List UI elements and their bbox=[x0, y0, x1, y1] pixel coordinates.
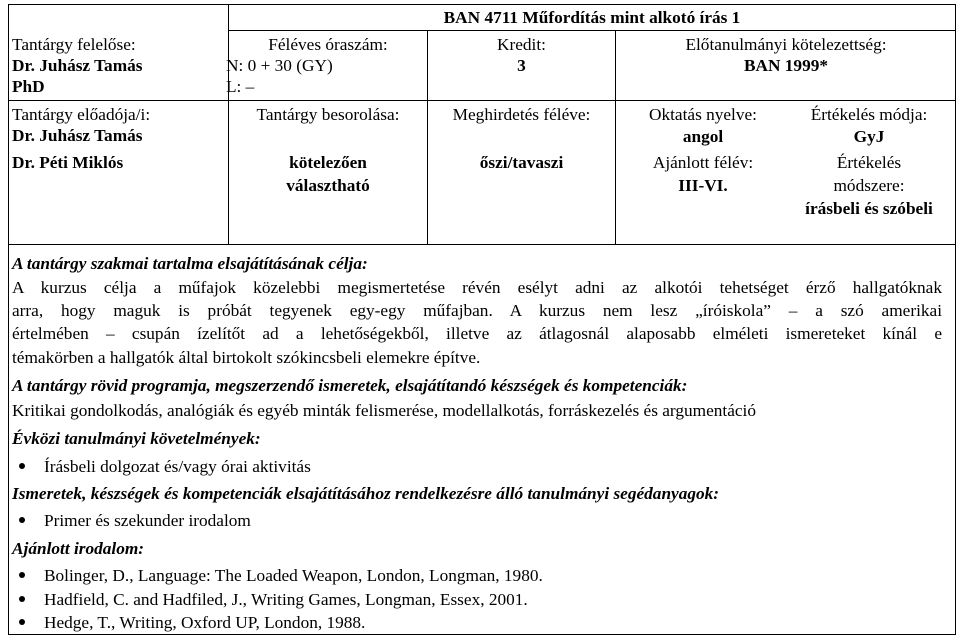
literature-heading: Ajánlott irodalom: bbox=[12, 539, 145, 558]
row-divider bbox=[8, 100, 956, 101]
classification-value-2: választható bbox=[286, 176, 370, 195]
goal-line: arra, hogy maguk is próbát tegyenek egy-egy műfajban. A kurzus nem lesz „íróiskola” – a szó amerikai bbox=[12, 301, 942, 320]
goal-line: értelmében – csupán ízelítőt ad a lehetőségekből, illetve az átlagosnál alaposabb elméleti ismereteket kínál e bbox=[12, 324, 942, 343]
assessment-label: Értékelés módja: bbox=[810, 105, 928, 124]
method-label-2: módszere: bbox=[833, 176, 905, 195]
semester-label: Meghirdetés féléve: bbox=[452, 105, 591, 124]
requirement-item: Írásbeli dolgozat és/vagy órai aktivitás bbox=[44, 457, 311, 476]
recommended-semester-value: III-VI. bbox=[678, 176, 728, 195]
prereq-value: BAN 1999* bbox=[743, 56, 828, 75]
method-value: írásbeli és szóbeli bbox=[805, 199, 933, 218]
requirements-heading: Évközi tanulmányi követelmények: bbox=[12, 429, 261, 448]
lecturer-name-1: Dr. Juhász Tamás bbox=[12, 126, 143, 145]
bullet-icon bbox=[19, 517, 25, 523]
credit-value: 3 bbox=[517, 56, 526, 75]
hours-label: Féléves óraszám: bbox=[268, 35, 388, 54]
bullet-icon bbox=[19, 463, 25, 469]
classification-label: Tantárgy besorolása: bbox=[256, 105, 400, 124]
title-divider bbox=[228, 30, 956, 31]
prereq-label: Előtanulmányi kötelezettség: bbox=[685, 35, 887, 54]
lecturer-name-2: Dr. Péti Miklós bbox=[12, 153, 124, 172]
bullet-icon bbox=[19, 619, 25, 625]
bullet-icon bbox=[19, 572, 25, 578]
assessment-value: GyJ bbox=[853, 127, 885, 146]
recommended-semester-label: Ajánlott félév: bbox=[652, 153, 754, 172]
method-label-1: Értékelés bbox=[836, 153, 902, 172]
hours-l: L: – bbox=[226, 77, 255, 96]
goal-heading: A tantárgy szakmai tartalma elsajátításának célja: bbox=[12, 254, 368, 273]
literature-item: Hadfield, C. and Hadfiled, J., Writing Games, Longman, Essex, 2001. bbox=[44, 590, 528, 609]
material-item: Primer és szekunder irodalom bbox=[44, 511, 251, 530]
program-heading: A tantárgy rövid programja, megszerzendő ismeretek, elsajátítandó készségek és kompetenciák: bbox=[12, 376, 688, 395]
bullet-icon bbox=[19, 596, 25, 602]
responsible-label: Tantárgy felelőse: bbox=[12, 35, 136, 54]
language-label: Oktatás nyelve: bbox=[649, 105, 757, 124]
semester-value: őszi/tavaszi bbox=[479, 153, 564, 172]
program-text: Kritikai gondolkodás, analógiák és egyéb minták felismerése, modellalkotás, forráskezelés és argumentáció bbox=[12, 401, 756, 420]
literature-item: Hedge, T., Writing, Oxford UP, London, 1988. bbox=[44, 613, 366, 632]
materials-heading: Ismeretek, készségek és kompetenciák elsajátításához rendelkezésre álló tanulmányi segédanyagok: bbox=[12, 484, 720, 503]
course-title: BAN 4711 Műfordítás mint alkotó írás 1 bbox=[443, 8, 741, 27]
literature-item: Bolinger, D., Language: The Loaded Weapon, London, Longman, 1980. bbox=[44, 566, 543, 585]
responsible-degree: PhD bbox=[12, 77, 45, 96]
hours-n: N: 0 + 30 (GY) bbox=[226, 56, 333, 75]
credit-label: Kredit: bbox=[497, 35, 546, 54]
language-value: angol bbox=[682, 127, 724, 146]
goal-line: A kurzus célja a műfajok közelebbi megismertetése révén esélyt adni az alkotói tehetséget érző hallgatóknak bbox=[12, 278, 942, 297]
responsible-name: Dr. Juhász Tamás bbox=[12, 56, 143, 75]
lecturers-label: Tantárgy előadója/i: bbox=[12, 105, 151, 124]
header-bottom-divider bbox=[8, 244, 956, 245]
goal-line: témakörben a hallgatók által birtokolt szókincsbeli elemekre építve. bbox=[12, 348, 481, 367]
classification-value-1: kötelezően bbox=[289, 153, 367, 172]
